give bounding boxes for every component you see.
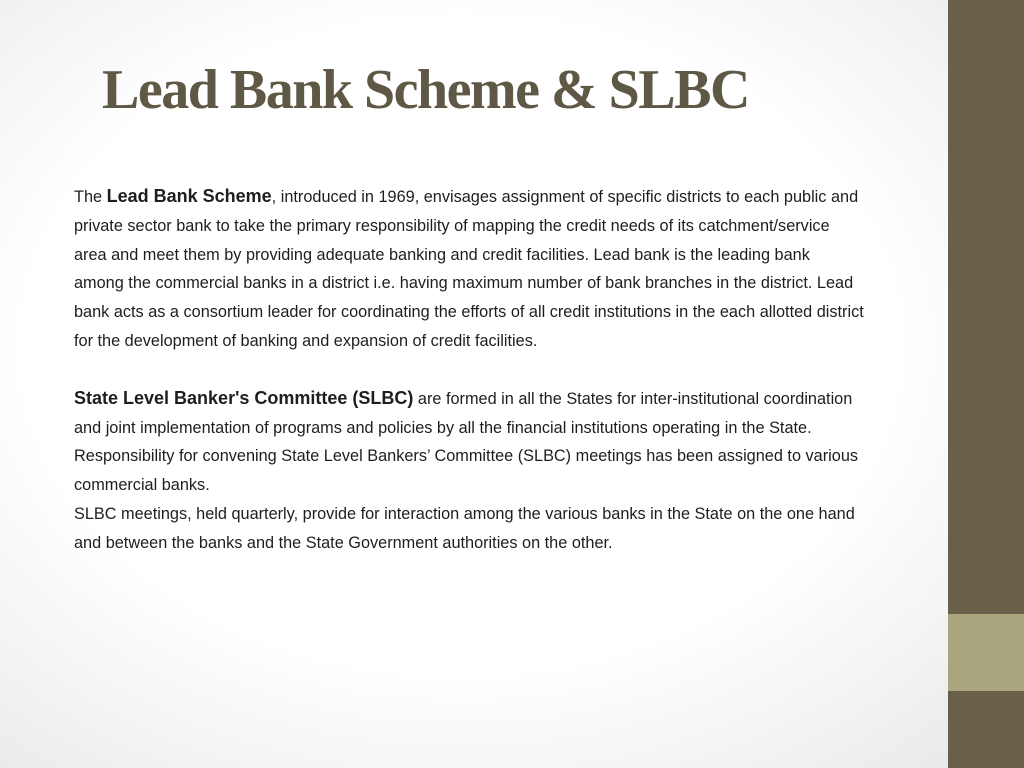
slbc-term: State Level Banker's Committee (SLBC) bbox=[74, 387, 414, 408]
paragraph-slbc-meetings bbox=[74, 500, 864, 558]
paragraph-1-lead-in: The bbox=[74, 188, 107, 206]
paragraph-slbc bbox=[74, 384, 864, 500]
slide-body bbox=[74, 182, 864, 558]
side-decoration-bar bbox=[948, 0, 1024, 768]
lead-bank-scheme-term: Lead Bank Scheme bbox=[106, 186, 272, 206]
paragraph-3-text: SLBC meetings, held quarterly, provide for interaction among the various banks in the State on the one hand and between the banks and the State Government authorities on the other. bbox=[74, 504, 855, 552]
paragraph-2-text: are formed in all the States for inter-institutional coordination and joint implementation of programs and policies by all the financial institutions operating in the State. Responsibility for convening State Level Bankers’ Committee (SLBC) meetings has been assigned to various commercial banks. bbox=[74, 389, 859, 495]
side-decoration-accent bbox=[948, 614, 1024, 691]
paragraph-lead-bank-scheme bbox=[74, 182, 864, 356]
slide-title: Lead Bank Scheme & SLBC bbox=[102, 59, 749, 121]
paragraph-1-text: , introduced in 1969, envisages assignment of specific districts to each public and private sector bank to take the primary responsibility of mapping the credit needs of its catchment/service area and meet them by providing adequate banking and credit facilities. Lead bank is the leading bank among the commercial banks in a district i.e. having maximum number of bank branches in the district. Lead bank acts as a consortium leader for coordinating the efforts of all credit institutions in the each allotted district for the development of banking and expansion of credit facilities. bbox=[74, 188, 864, 350]
